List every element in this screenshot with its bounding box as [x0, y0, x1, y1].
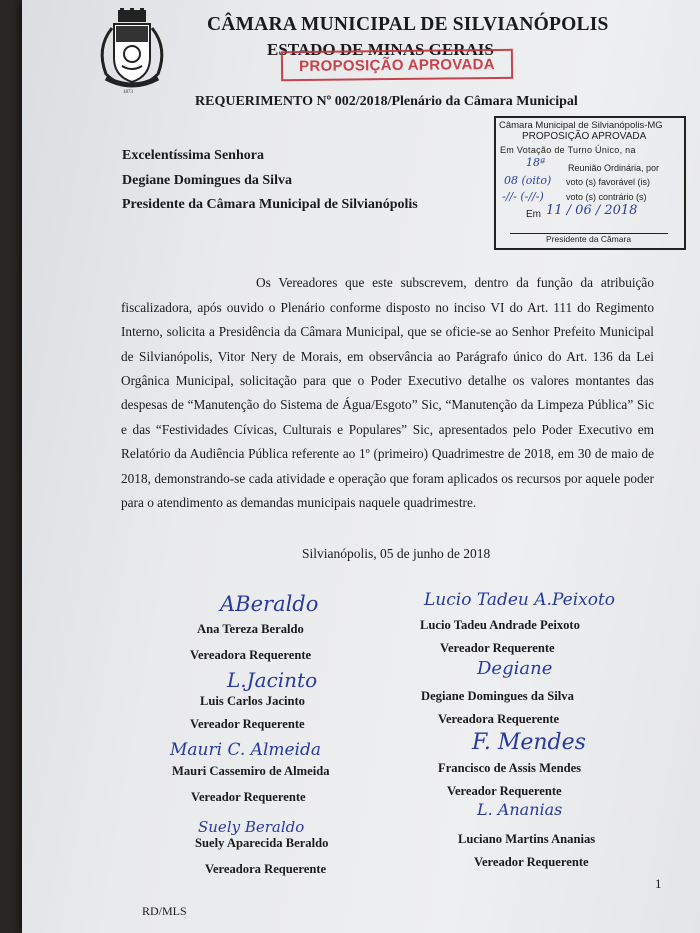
addressee-name: Degiane Domingues da Silva	[122, 173, 292, 188]
approval-box-against-hw: -//- (-//-)	[502, 190, 544, 203]
approved-stamp: PROPOSIÇÃO APROVADA	[281, 49, 513, 81]
signatory-role: Vereador Requerente	[191, 790, 306, 804]
signatory-role: Vereador Requerente	[440, 641, 555, 655]
approval-box-vote-line: Em Votação de Turno Único, na	[500, 145, 636, 155]
approval-box-heading: PROPOSIÇÃO APROVADA	[522, 131, 647, 142]
addressee-office: Presidente da Câmara Municipal de Silvianópolis	[122, 197, 418, 212]
signature-scrawl: ABeraldo	[220, 592, 319, 616]
document-page	[22, 0, 700, 933]
chamber-title: CÂMARA MUNICIPAL DE SILVIANÓPOLIS	[207, 14, 609, 35]
date-line: Silvianópolis, 05 de junho de 2018	[302, 546, 491, 561]
signatory-role: Vereador Requerente	[447, 784, 562, 798]
footer-reference: RD/MLS	[142, 904, 187, 918]
signatory-role: Vereadora Requerente	[438, 712, 560, 726]
approval-box-chamber: Câmara Municipal de Silvianópolis-MG	[499, 120, 663, 131]
page-number: 1	[655, 876, 662, 891]
signature-scrawl: Lucio Tadeu A.Peixoto	[424, 590, 616, 610]
approval-box-footer: Presidente da Câmara	[546, 234, 632, 244]
approval-box-against-line: voto (s) contrário (s)	[566, 192, 647, 202]
signature-scrawl: F. Mendes	[472, 730, 586, 755]
signature-scrawl: L.Jacinto	[227, 668, 318, 692]
signatory-role: Vereadora Requerente	[190, 648, 312, 662]
approval-box-date-hw: 11 / 06 / 2018	[546, 203, 638, 218]
approval-box-favor-hw: 08 (oito)	[504, 174, 552, 187]
signatory-role: Vereador Requerente	[474, 855, 589, 869]
signatory-name: Luciano Martins Ananias	[458, 832, 596, 846]
addressee-salutation: Excelentíssima Senhora	[122, 148, 264, 163]
signature-scrawl: Degiane	[477, 658, 553, 679]
signatory-name: Lucio Tadeu Andrade Peixoto	[420, 618, 580, 632]
coat-of-arms-icon	[92, 8, 172, 94]
signature-scrawl: Mauri C. Almeida	[170, 740, 322, 760]
approval-box-date-label: Em	[526, 209, 541, 220]
signatory-role: Vereadora Requerente	[205, 862, 327, 876]
signature-scrawl: Suely Beraldo	[198, 818, 305, 836]
state-subtitle: ESTADO DE MINAS GERAIS	[267, 40, 494, 59]
signatory-name: Ana Tereza Beraldo	[197, 622, 304, 636]
signatory-name: Degiane Domingues da Silva	[421, 689, 574, 703]
signatory-name: Francisco de Assis Mendes	[438, 761, 582, 775]
request-title: REQUERIMENTO Nº 002/2018/Plenário da Câmara Municipal	[195, 94, 578, 109]
signatory-name: Suely Aparecida Beraldo	[195, 836, 329, 850]
approval-box-favor-line: voto (s) favorável (is)	[566, 177, 651, 187]
signatory-role: Vereador Requerente	[190, 717, 305, 731]
approval-box-session-line: Reunião Ordinária, por	[568, 163, 660, 173]
approval-box	[494, 116, 686, 250]
signatory-name: Mauri Cassemiro de Almeida	[172, 764, 330, 778]
signature-scrawl: L. Ananias	[477, 800, 563, 819]
request-body: Os Vereadores que este subscrevem, dentro da função da atribuição fiscalizadora, após ouvido o Plenário conforme disposto no inciso VI do Art. 111 do Regimento Interno, solicita a Presidência da Câmara Municipal, que se oficie-se ao Senhor Prefeito Municipal de Silvianópolis, Vitor Nery de Morais, em observância ao Parágrafo único do Art. 136 da Lei Orgânica Municipal, solicitação para que o Poder Executivo detalhe os valores montantes das despesas de “Manutenção do Sistema de Água/Esgoto” Sic, “Manutenção da Limpeza Pública” Sic e das “Festividades Cívicas, Culturais e Populares” Sic, apresentados pelo Poder Executivo em Relatório da Audiência Pública referente ao 1º (primeiro) Quadrimestre de 2018, em 30 de maio de 2018, demonstrando-se cada atividade e operação que foram aplicados os recursos por aquele poder para o atendimento as demandas municipais naquele quadrimestre.	[121, 275, 654, 510]
signatory-name: Luis Carlos Jacinto	[200, 694, 305, 708]
crest-motto: 1873	[123, 90, 133, 95]
approval-box-session-hw: 18ª	[526, 156, 546, 169]
